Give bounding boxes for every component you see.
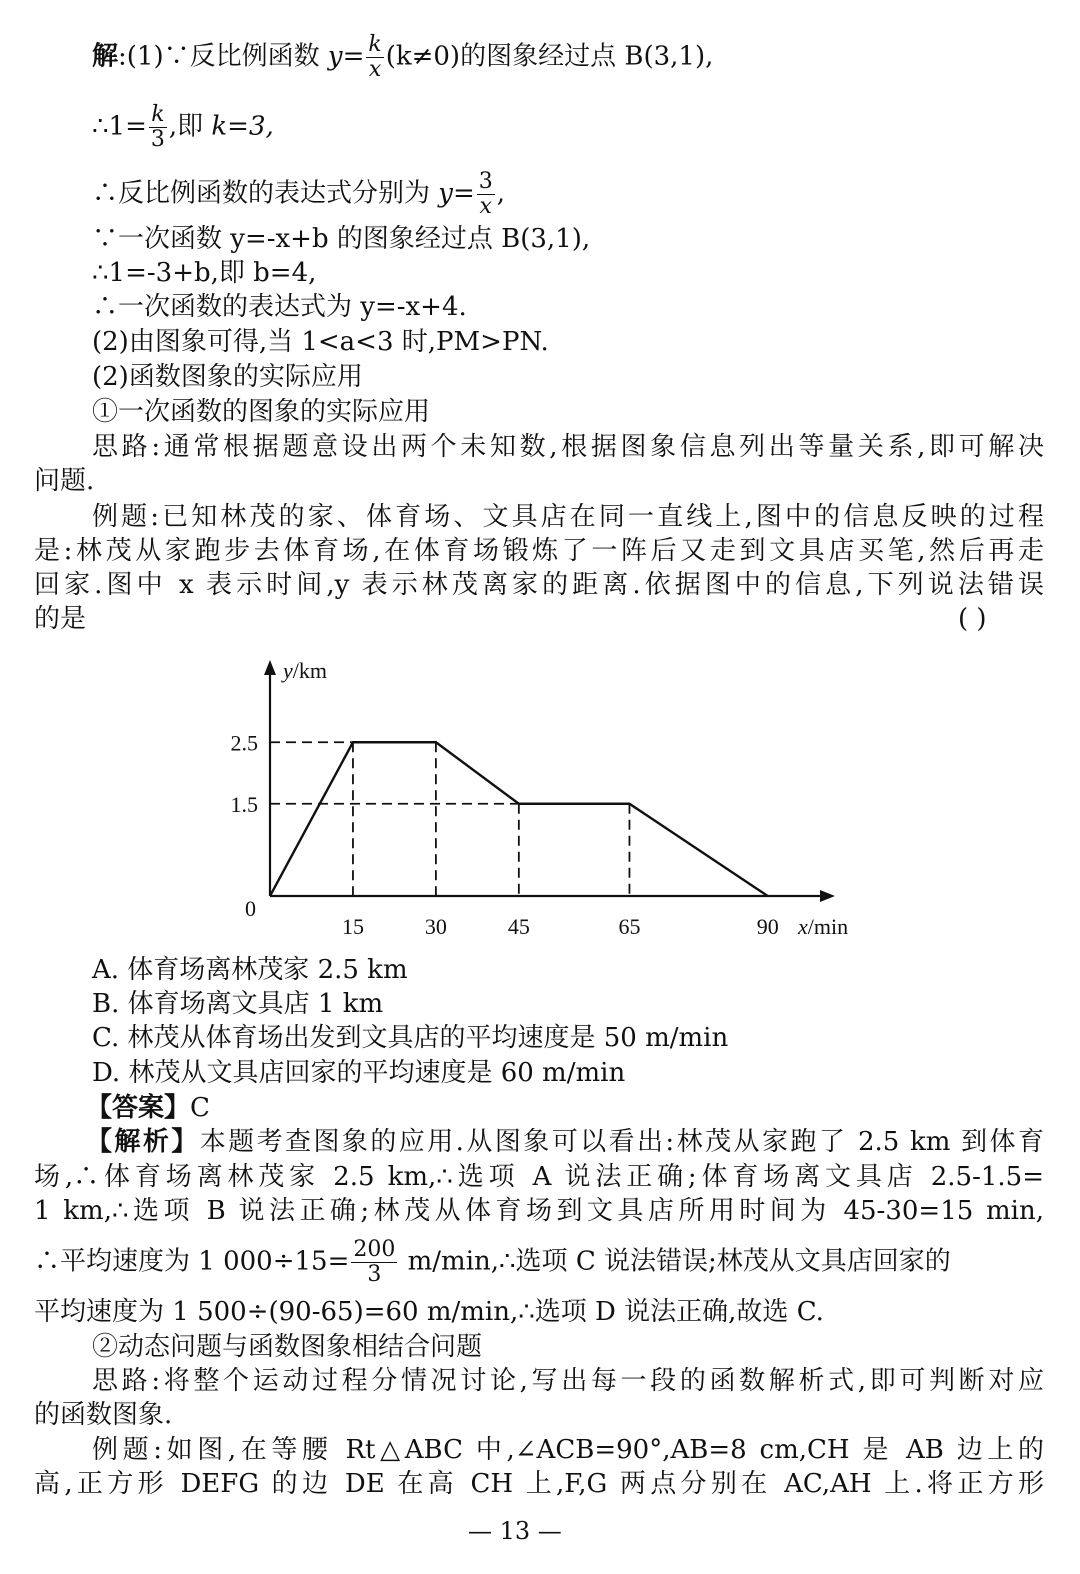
answer-line <box>86 1091 210 1125</box>
solution-line-7: (2)由图象可得,当 1<a<3 时,PM>PN. <box>92 327 549 357</box>
x-tick-label-15: 15 <box>341 914 364 939</box>
analysis-line-5: 平均速度为 1 500÷(90-65)=60 m/min,∴选项 D 说法正确,故选 C. <box>34 1297 824 1327</box>
option-d: D. 林茂从文具店回家的平均速度是 60 m/min <box>92 1058 626 1088</box>
idea-1-line-b: 问题. <box>34 466 95 496</box>
denominator: x <box>479 194 492 219</box>
answer-blank: ( ) <box>958 604 987 634</box>
section-title: (2)函数图象的实际应用 <box>92 362 363 392</box>
numerator: k <box>368 32 382 57</box>
text: y= <box>327 41 365 72</box>
example-2-line-a: 例题:如图,在等腰 Rt△ABC 中,∠ACB=90°,AB=8 cm,CH 是 AB 边上的 <box>92 1435 1044 1465</box>
solution-line-4: ∵一次函数 y=-x+b 的图象经过点 B(3,1), <box>92 224 591 254</box>
x-tick-label-90: 90 <box>756 914 779 939</box>
x-tick-label-30: 30 <box>424 914 447 939</box>
text: ∴反比例函数的表达式分别为 <box>92 178 431 209</box>
analysis-label: 【解析】 <box>86 1127 200 1157</box>
text: y= <box>438 178 475 209</box>
solution-line-5: ∴1=-3+b,即 b=4, <box>92 258 317 288</box>
text: k=3, <box>211 111 274 142</box>
origin-label: 0 <box>245 896 256 921</box>
denominator: 3 <box>367 1262 382 1287</box>
text: (k≠0)的图象经过点 <box>385 41 617 72</box>
y-axis-arrow <box>264 660 276 675</box>
example-1-line-a: 例题:已知林茂的家、体育场、文具店在同一直线上,图中的信息反映的过程 <box>92 502 1044 532</box>
fraction-200-over-3 <box>351 1238 397 1287</box>
denominator: 3 <box>150 127 165 152</box>
answer-label: 【答案】 <box>86 1093 191 1123</box>
text: ,即 <box>168 111 204 142</box>
solution-label: 解 <box>92 41 119 72</box>
x-axis-arrow <box>820 890 835 902</box>
example-1-line-c: 回家.图中 x 表示时间,y 表示林茂离家的距离.依据图中的信息,下列说法错误 <box>34 570 1044 600</box>
text: 本题考查图象的应用.从图象可以看出:林茂从家跑了 2.5 km 到体育 <box>199 1127 1044 1157</box>
subsection-title-2: ②动态问题与函数图象相结合问题 <box>92 1332 483 1362</box>
text: ∴平均速度为 1 000÷15= <box>34 1246 350 1277</box>
solution-line-6: ∴一次函数的表达式为 y=-x+4. <box>92 292 467 322</box>
numerator: k <box>151 102 165 127</box>
numerator: 200 <box>353 1237 396 1262</box>
example-2-line-b: 高,正方形 DEFG 的边 DE 在高 CH 上,F,G 两点分别在 AC,AH 上.将正方形 <box>34 1469 1044 1499</box>
text: ∴1= <box>92 111 147 142</box>
option-c: C. 林茂从体育场出发到文具店的平均速度是 50 m/min <box>92 1023 729 1053</box>
analysis-line-3: 1 km,∴选项 B 说法正确;林茂从体育场到文具店所用时间为 45-30=15 min, <box>34 1196 1044 1226</box>
y-tick-label-1.5: 1.5 <box>230 791 258 817</box>
x-tick-label-65: 65 <box>618 914 641 939</box>
denominator: x <box>368 57 382 82</box>
text: m/min,∴选项 C 说法错误;林茂从文具店回家的 <box>407 1246 951 1277</box>
option-b: B. 体育场离文具店 1 km <box>92 989 384 1019</box>
page-number: — 13 — <box>468 1517 562 1545</box>
y-axis-label: y/km <box>283 658 327 683</box>
x-tick-label-45: 45 <box>507 914 530 939</box>
idea-1-line-a: 思路:通常根据题意设出两个未知数,根据图象信息列出等量关系,即可解决 <box>92 432 1044 462</box>
analysis-line-1 <box>86 1125 1044 1159</box>
idea-2-line-b: 的函数图象. <box>34 1400 173 1430</box>
answer-value: C <box>190 1093 210 1123</box>
example-1-line-b: 是:林茂从家跑步去体育场,在体育场锻炼了一阵后又走到文具店买笔,然后再走 <box>34 536 1044 566</box>
text: :(1)∵反比例函数 <box>118 41 320 72</box>
example-1-line-d: 的是 <box>34 604 87 634</box>
text: B(3,1), <box>624 41 714 72</box>
x-axis-label: x/min <box>798 914 849 939</box>
y-tick-label-2.5: 2.5 <box>230 730 258 756</box>
analysis-line-2: 场,∴体育场离林茂家 2.5 km,∴选项 A 说法正确;体育场离文具店 2.5-1.5= <box>34 1162 1044 1192</box>
analysis-line-4 <box>34 1238 951 1287</box>
idea-2-line-a: 思路:将整个运动过程分情况讨论,写出每一段的函数解析式,即可判断对应 <box>92 1366 1044 1396</box>
subsection-title-1: ①一次函数的图象的实际应用 <box>92 397 431 427</box>
numerator: 3 <box>478 169 493 194</box>
option-a: A. 体育场离林茂家 2.5 km <box>92 955 408 985</box>
text: , <box>496 178 506 209</box>
